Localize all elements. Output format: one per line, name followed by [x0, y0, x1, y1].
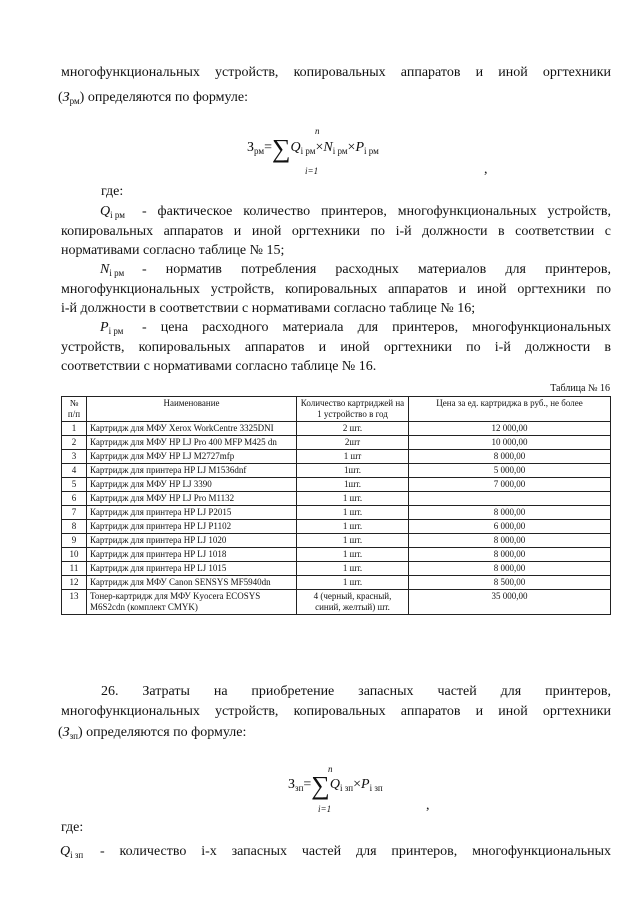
cell-num: 11 [62, 562, 87, 576]
table-row [62, 548, 611, 562]
header-price: Цена за ед. картриджа в руб., не более [409, 397, 611, 422]
cell-qty: 2 шт. [297, 422, 409, 436]
def-q-line-2: копировальных аппаратов и иной оргтехники по i-й должности в соответствии с [61, 224, 611, 239]
cell-qty: 1 шт. [297, 534, 409, 548]
table-caption: Таблица № 16 [550, 383, 610, 394]
table-row [62, 506, 611, 520]
cell-num: 9 [62, 534, 87, 548]
cell-name: Тонер-картридж для МФУ Kyocera ECOSYS M6S2cdn (комплект CMYK) [87, 590, 297, 615]
cell-qty: 1шт. [297, 464, 409, 478]
cell-qty: 1 шт. [297, 562, 409, 576]
cell-price: 10 000,00 [409, 436, 611, 450]
cell-qty: 1 шт. [297, 520, 409, 534]
para26-line-3: $(З_{зп})$ определяются по формуле: [58, 725, 247, 741]
cartridge-table [61, 396, 611, 615]
def-n-line-2: многофункциональных устройств, копировальных аппаратов и иной оргтехники по [61, 282, 611, 297]
cell-name: Картридж для принтера HP LJ 1018 [87, 548, 297, 562]
symbol-z-rm: $З_{рм}$ [62, 90, 80, 106]
symbol-p-rm: $P_{i рм}$ [100, 320, 124, 336]
cell-name: Картридж для принтера HP LJ 1020 [87, 534, 297, 548]
cell-qty: 2шт [297, 436, 409, 450]
where-label-2: где: [61, 820, 84, 835]
table-row [62, 478, 611, 492]
para26-line-1: 26. Затраты на приобретение запасных частей для принтеров, [101, 684, 611, 699]
cell-num: 1 [62, 422, 87, 436]
cell-qty: 1 шт. [297, 492, 409, 506]
cell-num: 3 [62, 450, 87, 464]
def-n: $N_{i рм}$ - норматив потребления расходных материалов для принтеров, [100, 262, 611, 278]
cell-name: Картридж для принтера HP LJ M1536dnf [87, 464, 297, 478]
table-row [62, 450, 611, 464]
cell-name: Картридж для МФУ HP LJ M2727mfp [87, 450, 297, 464]
table-row [62, 520, 611, 534]
table-row [62, 576, 611, 590]
symbol-n-rm: $N_{i рм}$ [100, 262, 125, 278]
cell-price: 8 000,00 [409, 506, 611, 520]
table-row [62, 534, 611, 548]
table-row [62, 492, 611, 506]
cell-num: 7 [62, 506, 87, 520]
def-n-line-3: i-й должности в соответствии с нормативами согласно таблице № 16; [61, 301, 476, 316]
cell-name: Картридж для МФУ HP LJ 3390 [87, 478, 297, 492]
cell-name: Картридж для принтера HP LJ P1102 [87, 520, 297, 534]
cell-num: 2 [62, 436, 87, 450]
intro-line-2: $(З_{рм})$ определяются по формуле: [58, 90, 249, 106]
header-qty: Количество картриджей на 1 устройство в год [297, 397, 409, 422]
cell-num: 5 [62, 478, 87, 492]
formula-z-zp: $З_{зп}=\sum Q_{i зп}\times P_{i зп}$ [288, 771, 383, 800]
cell-price: 12 000,00 [409, 422, 611, 436]
def-q-zp: $Q_{i зп}$ - количество i-х запасных частей для принтеров, многофункциональных [60, 844, 611, 860]
cell-qty: 1 шт. [297, 506, 409, 520]
cell-name: Картридж для МФУ HP LJ Pro 400 MFP M425 dn [87, 436, 297, 450]
cell-price: 8 000,00 [409, 548, 611, 562]
symbol-z-zp: $З_{зп}$ [62, 725, 78, 741]
sum-icon: ∑ [271, 134, 291, 163]
formula1-upper-limit: n [315, 126, 320, 136]
cell-price: 35 000,00 [409, 590, 611, 615]
table-row [62, 464, 611, 478]
cell-name: Картридж для МФУ Canon SENSYS MF5940dn [87, 576, 297, 590]
cell-num: 13 [62, 590, 87, 615]
cell-num: 12 [62, 576, 87, 590]
header-name: Наименование [87, 397, 297, 422]
cell-num: 8 [62, 520, 87, 534]
formula2-upper-limit: n [328, 764, 333, 774]
cell-num: 10 [62, 548, 87, 562]
intro-line-1: многофункциональных устройств, копировальных аппаратов и иной оргтехники [61, 65, 611, 80]
cell-num: 6 [62, 492, 87, 506]
where-label-1: где: [101, 184, 124, 199]
cell-price: 8 000,00 [409, 562, 611, 576]
cell-price: 6 000,00 [409, 520, 611, 534]
cell-qty: 1шт. [297, 478, 409, 492]
cell-name: Картридж для принтера HP LJ 1015 [87, 562, 297, 576]
def-p-line-3: соответствии с нормативами согласно таблице № 16. [61, 359, 377, 374]
formula2-comma: , [426, 798, 430, 813]
cell-price [409, 492, 611, 506]
formula1-lower-limit: i=1 [305, 166, 319, 176]
def-p: $P_{i рм}$ - цена расходного материала для принтеров, многофункциональных [100, 320, 611, 336]
table-row [62, 436, 611, 450]
cell-price: 8 000,00 [409, 534, 611, 548]
def-q-line-3: нормативами согласно таблице № 15; [61, 243, 285, 258]
sum-icon: ∑ [311, 771, 330, 800]
def-q: $Q_{i рм}$ - фактическое количество принтеров, многофункциональных устройств, [100, 204, 611, 220]
cell-price: 8 500,00 [409, 576, 611, 590]
cell-num: 4 [62, 464, 87, 478]
cell-qty: 1 шт. [297, 576, 409, 590]
table-row [62, 422, 611, 436]
table-row [62, 590, 611, 615]
formula1-comma: , [484, 162, 488, 177]
header-num: № п/п [62, 397, 87, 422]
cell-price: 8 000,00 [409, 450, 611, 464]
formula2-lower-limit: i=1 [318, 804, 332, 814]
para26-line-2: многофункциональных устройств, копировальных аппаратов и иной оргтехники [61, 704, 611, 719]
formula-z-rm: $З_{рм}=\sum Q_{i рм}\times N_{i рм}\times P_{i рм}$ [247, 134, 379, 163]
cell-name: Картридж для принтера HP LJ P2015 [87, 506, 297, 520]
table-row [62, 562, 611, 576]
symbol-q-rm: $Q_{i рм}$ [100, 204, 125, 220]
cell-name: Картридж для МФУ Xerox WorkCentre 3325DNI [87, 422, 297, 436]
cell-price: 5 000,00 [409, 464, 611, 478]
def-p-line-2: устройств, копировальных аппаратов и иной оргтехники по i-й должности в [61, 340, 611, 355]
cell-name: Картридж для МФУ HP LJ Pro M1132 [87, 492, 297, 506]
cell-price: 7 000,00 [409, 478, 611, 492]
symbol-q-zp: $Q_{i зп}$ [60, 844, 84, 860]
cell-qty: 4 (черный, красный, синий, желтый) шт. [297, 590, 409, 615]
table-header-row [62, 397, 611, 422]
cell-qty: 1 шт [297, 450, 409, 464]
cell-qty: 1 шт. [297, 548, 409, 562]
